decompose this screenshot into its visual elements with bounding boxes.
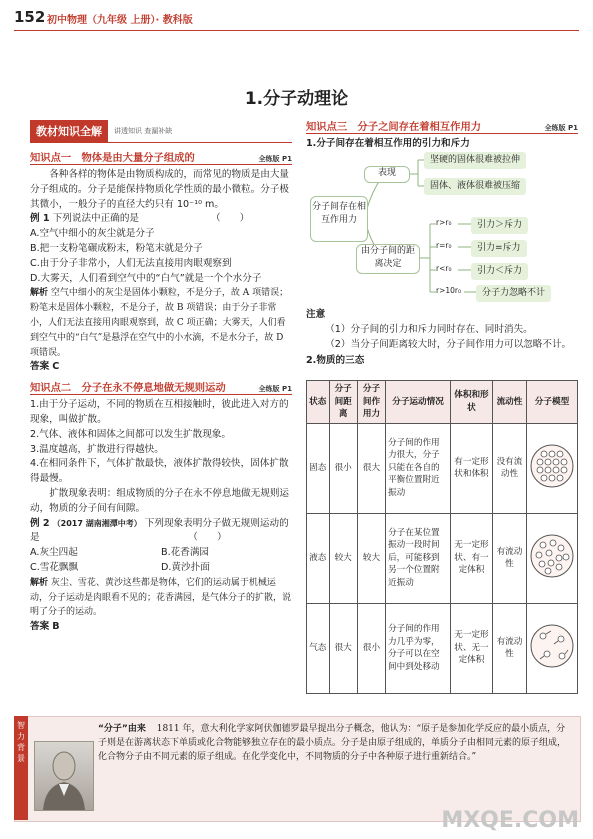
- mindmap-condition: r=r₀: [436, 241, 452, 250]
- liquid-molecule-model: [529, 533, 575, 579]
- mindmap-result: 引力=斥力: [471, 240, 527, 257]
- example-2-label: 例 2: [30, 517, 50, 529]
- mindmap-condition: r<r₀: [436, 264, 452, 273]
- table-cell: 有流动性: [492, 513, 526, 603]
- mindmap-condition: r>r₀: [436, 218, 452, 227]
- book-title: 初中物理（九年级 上册）· 教科版: [47, 15, 193, 26]
- table-cell: 液态: [307, 513, 330, 603]
- table-row-solid: [307, 423, 578, 513]
- note-item: （2）当分子间距离较大时，分子间作用力可以忽略不计。: [325, 338, 572, 350]
- answer-value: C: [52, 361, 60, 373]
- table-cell: 分子在某位置振动一段时间后，可能移到另一个位置附近振动: [386, 513, 451, 603]
- kp3-notes: [306, 308, 578, 369]
- example-1-option: C.由于分子非常小，人们无法直接用肉眼观察到: [30, 257, 232, 269]
- table-cell: 很大: [357, 423, 385, 513]
- mindmap-branch-distance: 由分子间的距离决定: [356, 244, 420, 274]
- example-2-options-row: [30, 561, 292, 576]
- table-header-row: [307, 381, 578, 424]
- example-2-answer: [30, 620, 292, 635]
- kp3-tag: 全练版 P1: [544, 124, 578, 132]
- table-cell: 无一定形状、无一定体积: [450, 603, 492, 693]
- kp2-title: 知识点二 分子在永不停息地做无规则运动: [30, 382, 226, 395]
- kp1-tag: 全练版 P1: [258, 155, 292, 163]
- right-column: [306, 118, 578, 152]
- kp2-item: 1.由于分子运动，不同的物质在互相接触时，彼此进入对方的现象，叫做扩散。: [30, 399, 289, 425]
- kp3-subheading-2: 2.物质的三态: [306, 355, 365, 367]
- mindmap-condition: r>10r₀: [436, 286, 462, 295]
- example-2-question: 下列现象表明分子做无规则运动的是 （ ）: [30, 517, 289, 544]
- table-cell: 气态: [307, 603, 330, 693]
- table-header-cell: 体积和形状: [450, 381, 492, 424]
- example-2-source: （2017 湖南湘潭中考）: [52, 518, 142, 528]
- mindmap-root: 分子间存在相互作用力: [310, 196, 368, 242]
- kp3-subheading-1: 1.分子间存在着相互作用的引力和斥力: [306, 138, 470, 149]
- kp2-note: 扩散现象表明：组成物质的分子在永不停息地做无规则运动，物质的分子间有间隙。: [30, 487, 290, 514]
- table-cell: 有流动性: [492, 603, 526, 693]
- example-1-option: B.把一支粉笔碾成粉末，粉笔末就是分子: [30, 242, 203, 254]
- example-2-analysis: [30, 576, 292, 620]
- kp2-item: 4.在相同条件下，气体扩散最快，液体扩散得较快，固体扩散得最慢。: [30, 458, 289, 485]
- table-cell-model: [527, 513, 578, 603]
- table-cell: 分子间的作用力很大，分子只能在各自的平衡位置附近振动: [386, 423, 451, 513]
- answer-label: 答案: [30, 621, 50, 633]
- table-cell-model: [527, 603, 578, 693]
- kp3-heading: [306, 118, 578, 133]
- example-1-question: 下列说法中正确的是 （ ）: [52, 213, 250, 225]
- kp2-heading: [30, 379, 292, 394]
- example-1: [30, 212, 292, 227]
- kp3-underline: [306, 133, 578, 134]
- example-1-analysis: [30, 286, 292, 360]
- force-mindmap: [306, 150, 578, 302]
- kp1-underline: [30, 164, 292, 165]
- solid-molecule-model: [529, 443, 575, 489]
- example-2-option: D.黄沙扑面: [161, 561, 210, 573]
- mindmap-result: 引力＞斥力: [471, 217, 528, 234]
- table-cell: 很小: [357, 603, 385, 693]
- mindmap-branch-appearance: 表现: [364, 166, 410, 183]
- background-info-text: [98, 722, 570, 764]
- table-cell: 较大: [357, 513, 385, 603]
- page-number: 152: [14, 8, 46, 26]
- example-1-answer: [30, 360, 292, 375]
- background-info-label: 智力背景: [14, 716, 28, 820]
- table-header-cell: 分子间距离: [329, 381, 357, 424]
- table-row-liquid: [307, 513, 578, 603]
- left-banner-row: [30, 120, 292, 142]
- note-title: 注意: [306, 309, 326, 320]
- portrait-figure: [35, 742, 93, 810]
- example-2-options-row: [30, 546, 292, 561]
- analysis-text: 空气中细小的灰尘是固体小颗粒，不是分子，故 A 项错误；粉笔末是固体小颗粒，不是分子，故 B 项错误；由于分子非常小，人们无法直接用肉眼观察到，故 C 项正确；大雾天，人们看到空气中的“白气”是悬浮在空气中的小水滴，不是水分子，故 D 项错误。: [30, 288, 289, 358]
- table-cell: 很大: [329, 603, 357, 693]
- table-cell-model: [527, 423, 578, 513]
- kp1-paragraph: 各种各样的物体是由物质构成的，而常见的物质是由大量分子组成的。分子是能保持物质化学性质的最小微粒。分子极其微小，一般分子的直径大约只有 10⁻¹⁰ m。: [30, 169, 290, 210]
- example-2: [30, 517, 292, 547]
- mindmap-result: 分子力忽略不计: [476, 285, 551, 302]
- example-1-option: D.大雾天，人们看到空气中的“白气”就是一个个水分子: [30, 272, 262, 284]
- example-2-option: A.灰尘四起: [30, 547, 78, 559]
- background-info-title: “分子”由来: [98, 724, 146, 734]
- table-cell: 很小: [329, 423, 357, 513]
- mindmap-leaf: 固体、液体很难被压缩: [424, 178, 526, 195]
- table-header-cell: 状态: [307, 381, 330, 424]
- example-2-option: B.花香满园: [161, 547, 210, 559]
- kp2-underline: [30, 394, 292, 395]
- table-row-gas: [307, 603, 578, 693]
- note-item: （1）分子间的引力和斥力同时存在、同时消失。: [325, 323, 533, 335]
- mindmap-result: 引力＜斥力: [471, 263, 528, 280]
- analysis-label: 解析: [30, 577, 49, 588]
- answer-value: B: [52, 621, 60, 633]
- analysis-label: 解析: [30, 288, 49, 299]
- table-cell: 固态: [307, 423, 330, 513]
- left-column: [30, 120, 292, 635]
- kp1-heading: [30, 149, 292, 164]
- avogadro-portrait: [34, 741, 94, 811]
- kp2-item: 2.气体、液体和固体之间都可以发生扩散现象。: [30, 428, 232, 440]
- mindmap-leaf: 坚硬的固体很难被拉伸: [424, 152, 526, 169]
- watermark: MXQE.COM: [441, 808, 579, 833]
- kp3-title: 知识点三 分子之间存在着相互作用力: [306, 121, 482, 133]
- kp1-title: 知识点一 物体是由大量分子组成的: [30, 152, 195, 164]
- example-1-option: A.空气中细小的灰尘就是分子: [30, 228, 155, 240]
- section-title: 1.分子动理论: [244, 89, 349, 109]
- example-2-option: C.雪花飘飘: [30, 561, 79, 573]
- table-header-cell: 分子运动情况: [386, 381, 451, 424]
- table-cell: 没有流动性: [492, 423, 526, 513]
- table-header-cell: 分子间作用力: [357, 381, 385, 424]
- kp2-tag: 全练版 P1: [258, 385, 292, 394]
- table-cell: 较大: [329, 513, 357, 603]
- example-1-label: 例 1: [30, 213, 50, 225]
- states-table: [306, 380, 578, 694]
- table-cell: 分子间的作用力几乎为零，分子可以在空间中到处移动: [386, 603, 451, 693]
- table-header-cell: 分子模型: [527, 381, 578, 424]
- banner-underline: [30, 142, 292, 143]
- table-cell: 有一定形状和体积: [450, 423, 492, 513]
- analysis-text: 灰尘、雪花、黄沙这些都是物体，它们的运动属于机械运动，分子运动是肉眼看不见的；花香满园，是气体分子的扩散，说明了分子的运动。: [30, 577, 292, 618]
- kp2-item: 3.温度越高，扩散进行得越快。: [30, 443, 164, 455]
- gas-molecule-model: [529, 623, 575, 669]
- table-header-cell: 流动性: [492, 381, 526, 424]
- answer-label: 答案: [30, 361, 50, 373]
- table-cell: 无一定形状、有一定体积: [450, 513, 492, 603]
- knowledge-banner: 教材知识全解: [30, 120, 108, 142]
- background-info-body: 1811 年，意大利化学家阿伏伽德罗最早提出分子概念，他认为：“原子是参加化学反应的最小质点，分子则是在游离状态下单质或化合物能够独立存在的最小质点。分子是由原子组成的，单质分子由相同元素的原子组成，化合物分子由不同元素的原子组成。在化学变化中，不同物质的分子中各种原子进行重新结合。”: [98, 724, 567, 762]
- header-divider: [14, 30, 579, 31]
- banner-subtitle: 讲透知识 查漏补缺: [114, 127, 173, 135]
